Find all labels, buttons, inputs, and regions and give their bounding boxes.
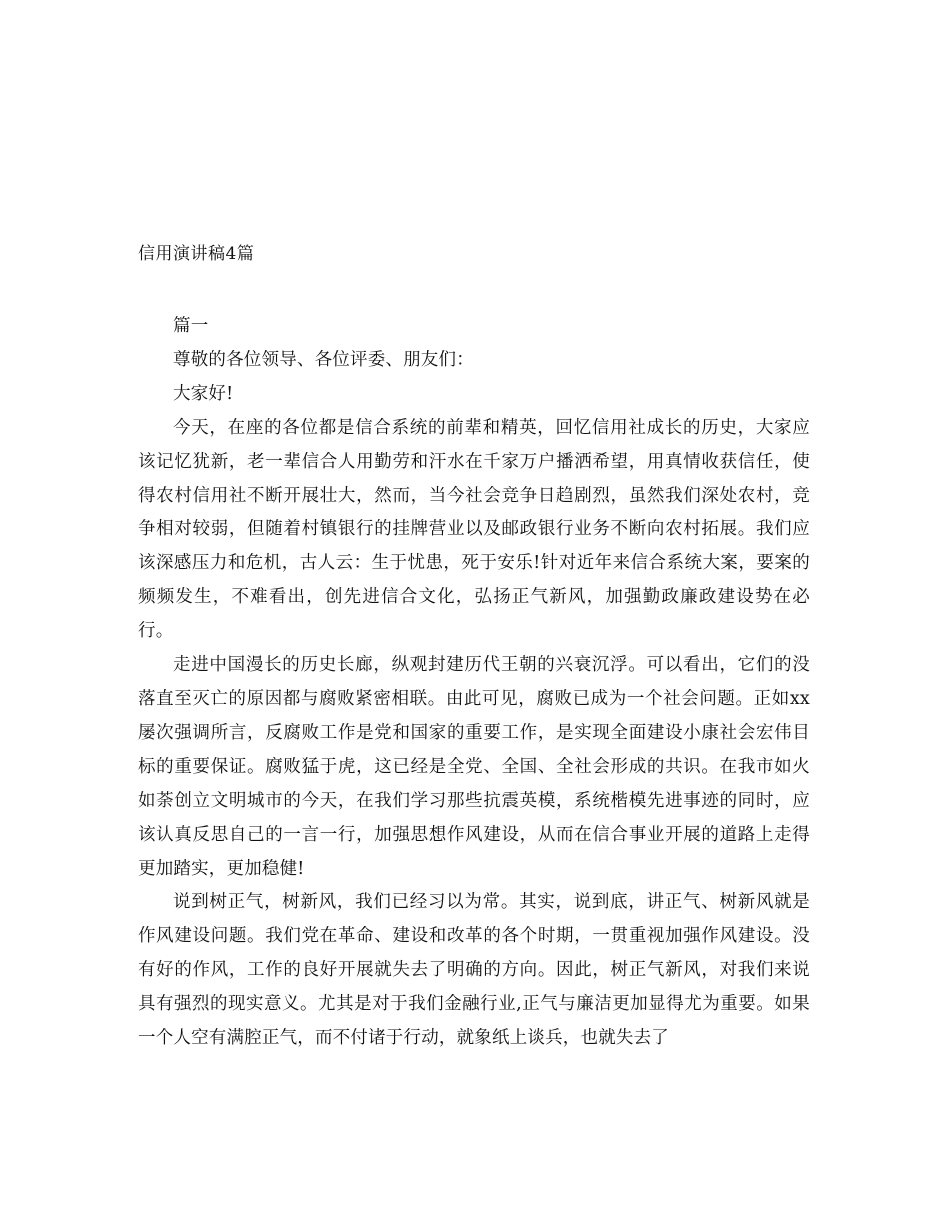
body-paragraph: 今天，在座的各位都是信合系统的前辈和精英，回忆信用社成长的历史，大家应该记忆犹新，老一辈信合人用勤劳和汗水在千家万户播洒希望，用真情收获信任，使得农村信用社不断开展壮大，然而，当今社会竞争日趋剧烈，虽然我们深处农村，竞争相对较弱，但随着村镇银行的挂牌营业以及邮政银行业务不断向农村拓展。我们应该深感压力和危机，古人云：生于忧患，死于安乐!针对近年来信合系统大案，要案的频频发生，不难看出，创先进信合文化，弘扬正气新风，加强勤政廉政建设势在必行。 — [138, 417, 810, 642]
salutation: 尊敬的各位领导、各位评委、朋友们： — [173, 349, 474, 370]
document-title: 信用演讲稿4篇 — [138, 244, 255, 264]
section-heading: 篇一 — [173, 316, 209, 336]
body-paragraph: 走进中国漫长的历史长廊，纵观封建历代王朝的兴衰沉浮。可以看出，它们的没落直至灭亡的原因都与腐败紧密相联。由此可见，腐败已成为一个社会问题。正如xx屡次强调所言，反腐败工作是党和国家的重要工作，是实现全面建设小康社会宏伟目标的重要保证。腐败猛于虎，这已经是全党、全国、全社会形成的共识。在我市如火如荼创立文明城市的今天，在我们学习那些抗震英模，系统楷模先进事迹的同时，应该认真反思自己的一言一行，加强思想作风建设，从而在信合事业开展的道路上走得更加踏实，更加稳健! — [138, 655, 810, 879]
body-paragraph: 说到树正气，树新风，我们已经习以为常。其实，说到底，讲正气、树新风就是作风建设问题。我们党在革命、建设和改革的各个时期，一贯重视加强作风建设。没有好的作风，工作的良好开展就失去了明确的方向。因此，树正气新风，对我们来说具有强烈的现实意义。尤其是对于我们金融行业,正气与廉洁更加显得尤为重要。如果一个人空有满腔正气，而不付诸于行动，就象纸上谈兵，也就失去了 — [138, 892, 810, 1049]
greeting: 大家好! — [173, 383, 234, 404]
document-body — [138, 310, 810, 1056]
